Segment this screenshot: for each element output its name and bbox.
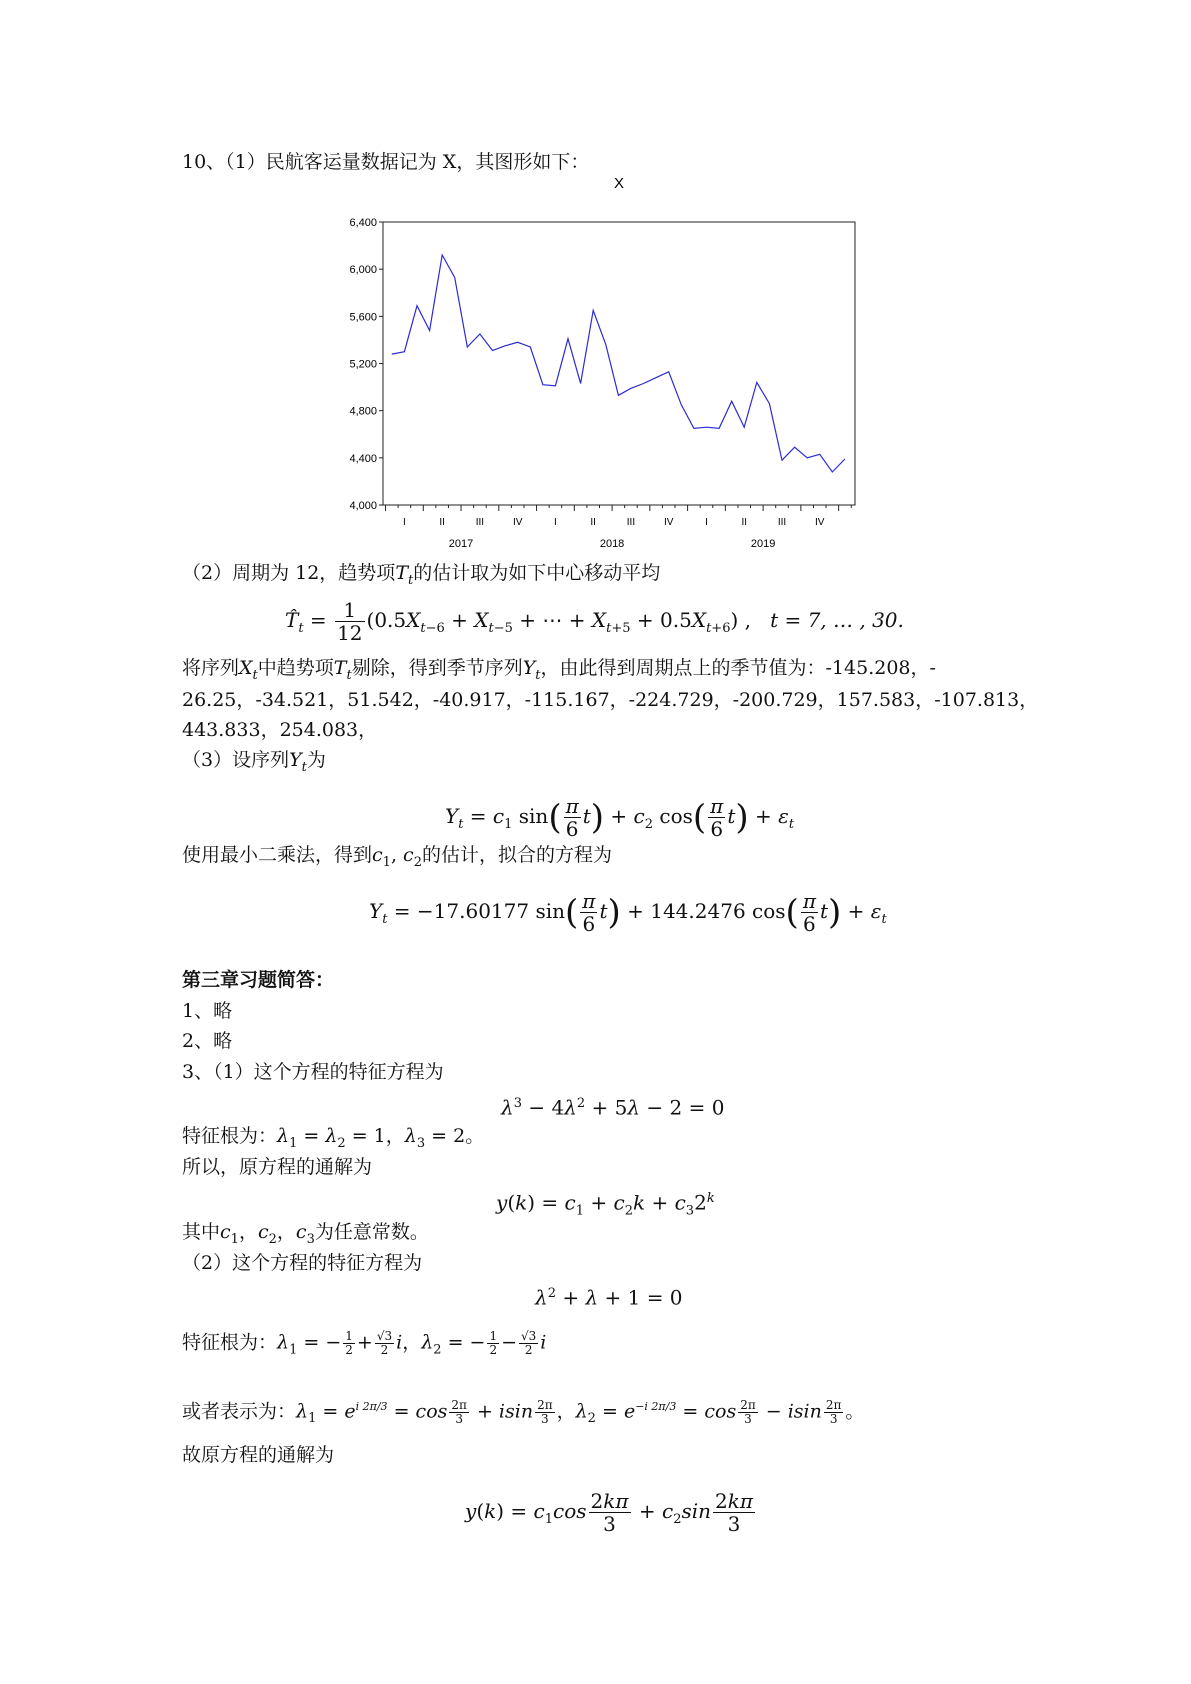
general-solution-2-label: 故原方程的通解为 [182,1444,335,1466]
quarter-label: IV [512,517,523,528]
roots-1: 特征根为：$\lambda_1 = \lambda_2 = 1$，$\lambda_3 = 2$。 [182,1125,485,1151]
y-tick-label: 6,400 [349,217,377,229]
x-axis [386,505,852,550]
year-label: 2017 [448,538,474,550]
y-tick-label: 5,200 [349,358,377,371]
chart-title: X [613,175,625,192]
y-tick-label: 4,000 [349,500,377,512]
answer-1: 1、略 [182,1000,233,1022]
ma-range: t = 7, … , 30. [770,608,904,632]
series-x-line [392,255,845,472]
y-tick-label: 4,800 [349,405,377,418]
model-formula: $Y_t = c_1$ sin( $\frac{\pi}{6}$ $t) + c_2$ cos( $\frac{\pi}{6}$ $t) + \varepsilon_t$ [445,794,795,841]
y-axis [349,217,383,512]
q10-ls: 使用最小二乘法，得到$c_1$, $c_2$的估计，拟合的方程为 [182,844,612,870]
fitted-formula: $Y_t = -17.60177$ sin( $\frac{\pi}{6}$ t) + 144.2476 cos( $\frac{\pi}{6}$ $t) + \varepsilon_t$ [369,889,887,936]
char-eq-2: $\lambda^2 + \lambda + 1 = 0$ [535,1285,683,1310]
quarter-label: IV [663,517,674,528]
seasonal-values-2: 26.25，-34.521，51.542，-40.917，-115.167，-224.729，-200.729，157.583，-107.813， [182,689,1039,711]
answer-2: 2、略 [182,1030,233,1052]
char-eq-1: $\lambda^3 - 4\lambda^2 + 5\lambda - 2 = 0$ [501,1095,725,1120]
general-solution-1: $y(k) = c_1 + c_2k + c_32^k$ [496,1190,715,1219]
general-solution-1-label: 所以，原方程的通解为 [182,1156,373,1178]
quarter-label: II [590,517,596,528]
quarter-label: III [777,517,787,528]
answer-3-2: （2）这个方程的特征方程为 [182,1252,423,1274]
q10-p2: （2）周期为 12，趋势项$T_t$的估计取为如下中心移动平均 [182,562,661,588]
plot-frame [383,222,855,505]
q10-intro: 10、（1）民航客运量数据记为 X，其图形如下： [182,151,590,173]
quarter-label: III [475,517,485,528]
q10-p2-desc: 将序列$X_t$中趋势项$T_t$剔除，得到季节序列$Y_t$，由此得到周期点上的季节值为：-145.208，- [182,657,936,683]
quarter-label: I [554,517,557,528]
quarter-label: I [403,517,406,528]
passenger-traffic-chart [330,170,850,550]
quarter-label: III [626,517,636,528]
quarter-label: II [741,517,748,528]
chapter3-title: 第三章习题简答： [182,969,335,991]
year-label: 2019 [750,538,776,550]
roots-2: 特征根为：$\lambda_1$ = − $\frac{1}{2}$ + $\frac{√3}{2}$ i，$\lambda_2$ = − $\frac{1}{2}$ − $\frac{√3}{2}$ i [182,1329,547,1358]
y-tick-label: 4,400 [349,452,377,465]
y-tick-label: 6,000 [349,264,377,277]
quarter-label: IV [815,517,825,528]
moving-average-formula: $T̂_t$ = $\frac{1}{12}$ ($0.5X_{t-6} + X_{t-5}$ + ⋯ + $X_{t+5} + 0.5X_{t+6}$) , t = 7, … , 30. [285,598,904,645]
answer-3-1: 3、（1）这个方程的特征方程为 [182,1061,444,1083]
q10-p3: （3）设序列$Y_t$为 [182,749,326,775]
quarter-label: II [439,517,445,528]
roots-2-exp: 或者表示为：$\lambda_1 = e^{i 2\pi/3} = \cos$ $\frac{2\pi}{3}$ + isin $\frac{2\pi}{3}$ ，$\lambda_2 = e^{-i 2\pi/3} = \cos$ $\frac{2\pi}{3}$ − isin $\frac{2\pi}{3}$ 。 [182,1397,865,1427]
seasonal-values-3: 443.833，254.083， [182,719,378,741]
constants-1: 其中$c_1$，$c_2$，$c_3$为任意常数。 [182,1221,429,1247]
general-solution-2: $y(k) = c_1\cos$ $\frac{2k\pi}{3}$ + $c_2\sin$ $\frac{2k\pi}{3}$ [465,1489,754,1536]
y-tick-label: 5,600 [349,311,377,324]
year-label: 2018 [599,538,625,550]
quarter-label: I [705,517,708,528]
